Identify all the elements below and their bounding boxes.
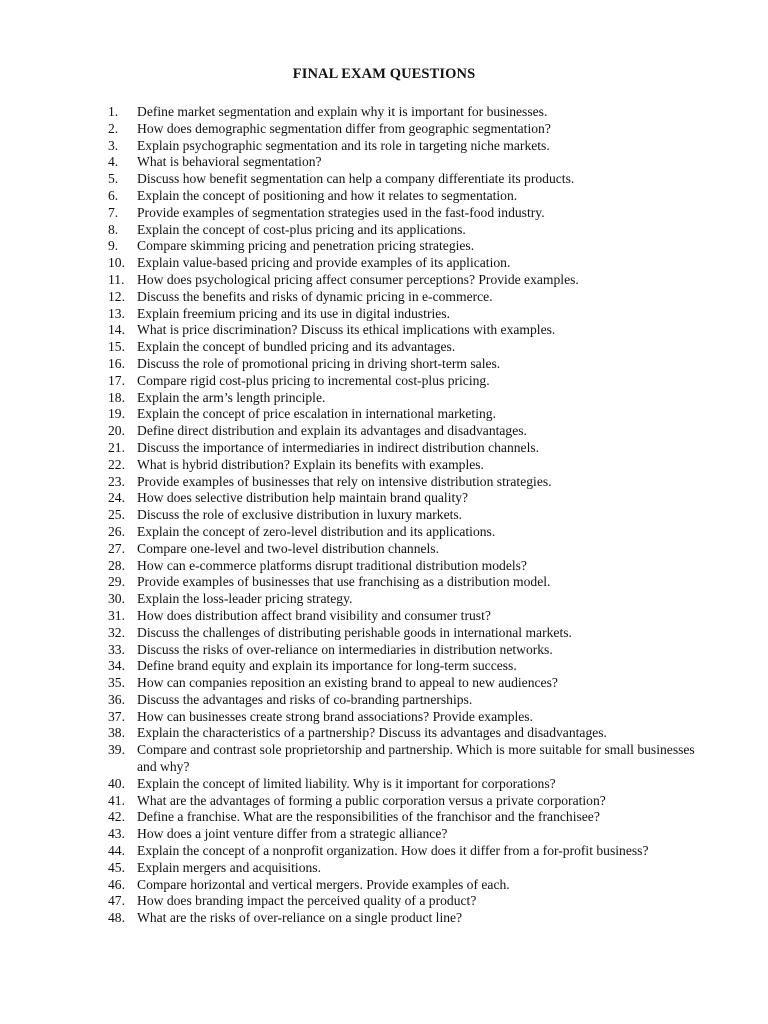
question-text: How does demographic segmentation differ from geographic segmentation?	[137, 120, 551, 136]
question-item	[108, 339, 708, 356]
question-text: Compare and contrast sole proprietorship and partnership. Which is more suitable for small businesses and why?	[137, 742, 695, 775]
question-text: How does distribution affect brand visibility and consumer trust?	[137, 607, 491, 623]
question-text: Provide examples of businesses that rely on intensive distribution strategies.	[137, 473, 552, 489]
question-text: Discuss the importance of intermediaries in indirect distribution channels.	[137, 439, 540, 455]
question-item	[108, 709, 708, 726]
question-text: Explain the arm’s length principle.	[137, 389, 326, 405]
question-text: Discuss the role of exclusive distribution in luxury markets.	[137, 507, 463, 523]
question-number: 5.	[108, 171, 119, 187]
question-text: What are the risks of over-reliance on a single product line?	[137, 910, 463, 926]
question-item	[108, 809, 708, 826]
question-number: 45.	[108, 859, 125, 875]
question-text: Compare horizontal and vertical mergers. Provide examples of each.	[137, 876, 510, 892]
question-text: How does selective distribution help maintain brand quality?	[137, 490, 469, 506]
question-number: 6.	[108, 187, 119, 203]
question-number: 13.	[108, 305, 125, 321]
question-text: How does psychological pricing affect consumer perceptions? Provide examples.	[137, 271, 579, 287]
question-number: 9.	[108, 238, 119, 254]
question-text: How does branding impact the perceived quality of a product?	[137, 893, 477, 909]
question-text: How can companies reposition an existing brand to appeal to new audiences?	[137, 675, 558, 691]
question-number: 19.	[108, 406, 125, 422]
question-text: Discuss the challenges of distributing perishable goods in international markets.	[137, 624, 572, 640]
question-item	[108, 591, 708, 608]
question-item	[108, 490, 708, 507]
question-item	[108, 104, 708, 121]
question-list	[108, 104, 708, 927]
question-text: Discuss the role of promotional pricing in driving short-term sales.	[137, 355, 501, 371]
question-text: Explain freemium pricing and its use in digital industries.	[137, 305, 450, 321]
question-text: Compare skimming pricing and penetration pricing strategies.	[137, 238, 475, 254]
question-number: 41.	[108, 792, 125, 808]
question-number: 40.	[108, 775, 125, 791]
question-item	[108, 625, 708, 642]
question-item	[108, 154, 708, 171]
question-text: Provide examples of businesses that use franchising as a distribution model.	[137, 574, 551, 590]
question-item	[108, 188, 708, 205]
question-number: 33.	[108, 641, 125, 657]
question-number: 4.	[108, 154, 119, 170]
question-item	[108, 222, 708, 239]
question-number: 38.	[108, 725, 125, 741]
question-text: What are the advantages of forming a public corporation versus a private corporation?	[137, 792, 606, 808]
question-text: Explain mergers and acquisitions.	[137, 859, 321, 875]
question-number: 48.	[108, 910, 125, 926]
question-item	[108, 423, 708, 440]
question-number: 32.	[108, 624, 125, 640]
question-number: 21.	[108, 439, 125, 455]
question-item	[108, 205, 708, 222]
question-item	[108, 642, 708, 659]
question-text: Define brand equity and explain its importance for long-term success.	[137, 658, 517, 674]
question-text: Define a franchise. What are the responsibilities of the franchisor and the franchisee?	[137, 809, 600, 825]
question-number: 26.	[108, 523, 125, 539]
question-number: 14.	[108, 322, 125, 338]
question-text: Provide examples of segmentation strategies used in the fast-food industry.	[137, 204, 545, 220]
question-number: 2.	[108, 120, 119, 136]
question-item	[108, 474, 708, 491]
question-number: 43.	[108, 826, 125, 842]
question-item	[108, 238, 708, 255]
question-item	[108, 658, 708, 675]
question-item	[108, 860, 708, 877]
question-item	[108, 121, 708, 138]
question-text: Explain the concept of bundled pricing and its advantages.	[137, 339, 456, 355]
page-title: FINAL EXAM QUESTIONS	[292, 66, 476, 82]
question-number: 37.	[108, 708, 125, 724]
question-item	[108, 356, 708, 373]
question-number: 39.	[108, 742, 125, 758]
question-number: 10.	[108, 255, 125, 271]
question-number: 15.	[108, 339, 125, 355]
question-number: 12.	[108, 288, 125, 304]
question-number: 34.	[108, 658, 125, 674]
question-item	[108, 457, 708, 474]
question-text: Compare one-level and two-level distribution channels.	[137, 540, 439, 556]
question-number: 30.	[108, 591, 125, 607]
question-text: Discuss the benefits and risks of dynamic pricing in e-commerce.	[137, 288, 493, 304]
question-number: 44.	[108, 843, 125, 859]
question-item	[108, 843, 708, 860]
question-item	[108, 910, 708, 927]
question-number: 7.	[108, 204, 119, 220]
question-number: 42.	[108, 809, 125, 825]
question-number: 22.	[108, 456, 125, 472]
question-number: 3.	[108, 137, 119, 153]
question-item	[108, 776, 708, 793]
question-item	[108, 322, 708, 339]
question-text: Discuss how benefit segmentation can help a company differentiate its products.	[137, 171, 575, 187]
question-item	[108, 893, 708, 910]
question-number: 31.	[108, 607, 125, 623]
question-item	[108, 524, 708, 541]
question-text: What is behavioral segmentation?	[137, 154, 322, 170]
question-number: 29.	[108, 574, 125, 590]
question-text: Explain value-based pricing and provide examples of its application.	[137, 255, 511, 271]
question-number: 20.	[108, 423, 125, 439]
question-number: 36.	[108, 691, 125, 707]
question-number: 16.	[108, 355, 125, 371]
question-number: 18.	[108, 389, 125, 405]
question-item	[108, 877, 708, 894]
question-item	[108, 608, 708, 625]
question-item	[108, 558, 708, 575]
question-item	[108, 675, 708, 692]
question-item	[108, 541, 708, 558]
question-item	[108, 692, 708, 709]
question-item	[108, 306, 708, 323]
question-number: 35.	[108, 675, 125, 691]
question-item	[108, 373, 708, 390]
question-text: How does a joint venture differ from a strategic alliance?	[137, 826, 448, 842]
question-number: 46.	[108, 876, 125, 892]
question-text: Explain psychographic segmentation and its role in targeting niche markets.	[137, 137, 550, 153]
question-item	[108, 138, 708, 155]
question-number: 24.	[108, 490, 125, 506]
question-number: 47.	[108, 893, 125, 909]
question-text: Explain the concept of limited liability. Why is it important for corporations?	[137, 775, 556, 791]
question-text: Explain the concept of positioning and how it relates to segmentation.	[137, 187, 518, 203]
question-number: 8.	[108, 221, 119, 237]
question-text: Explain the characteristics of a partnership? Discuss its advantages and disadvantages.	[137, 725, 607, 741]
question-item	[108, 289, 708, 306]
question-item	[108, 272, 708, 289]
question-item	[108, 793, 708, 810]
question-item	[108, 390, 708, 407]
question-text: Define direct distribution and explain its advantages and disadvantages.	[137, 423, 527, 439]
question-text: How can e-commerce platforms disrupt traditional distribution models?	[137, 557, 527, 573]
question-item	[108, 440, 708, 457]
question-text: Explain the concept of zero-level distribution and its applications.	[137, 523, 496, 539]
question-number: 11.	[108, 271, 125, 287]
question-text: What is hybrid distribution? Explain its benefits with examples.	[137, 456, 484, 472]
question-item	[108, 255, 708, 272]
question-text: Discuss the advantages and risks of co-branding partnerships.	[137, 691, 473, 707]
question-item	[108, 725, 708, 742]
question-item	[108, 742, 708, 776]
question-text: Explain the concept of cost-plus pricing and its applications.	[137, 221, 466, 237]
question-number: 27.	[108, 540, 125, 556]
question-text: What is price discrimination? Discuss its ethical implications with examples.	[137, 322, 556, 338]
question-item	[108, 507, 708, 524]
question-number: 1.	[108, 104, 119, 119]
question-text: Discuss the risks of over-reliance on intermediaries in distribution networks.	[137, 641, 553, 657]
question-item	[108, 574, 708, 591]
question-text: How can businesses create strong brand associations? Provide examples.	[137, 708, 533, 724]
question-number: 28.	[108, 557, 125, 573]
question-text: Define market segmentation and explain why it is important for businesses.	[137, 104, 548, 119]
question-number: 25.	[108, 507, 125, 523]
question-text: Compare rigid cost-plus pricing to incremental cost-plus pricing.	[137, 372, 490, 388]
question-item	[108, 406, 708, 423]
question-text: Explain the concept of price escalation in international marketing.	[137, 406, 496, 422]
question-item	[108, 171, 708, 188]
question-number: 17.	[108, 372, 125, 388]
question-text: Explain the concept of a nonprofit organization. How does it differ from a for-profit business?	[137, 843, 649, 859]
question-text: Explain the loss-leader pricing strategy.	[137, 591, 353, 607]
question-item	[108, 826, 708, 843]
question-number: 23.	[108, 473, 125, 489]
